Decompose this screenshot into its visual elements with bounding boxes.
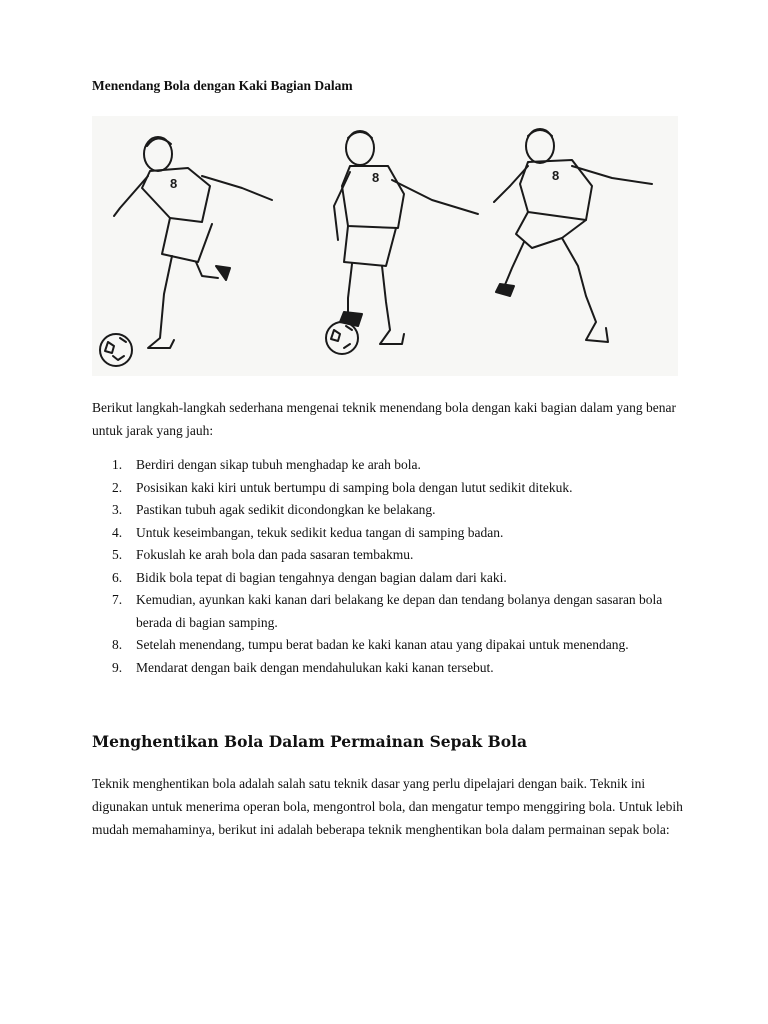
section-paragraph: Teknik menghentikan bola adalah salah satu teknik dasar yang perlu dipelajari dengan baik. Teknik ini digunakan untuk menerima operan bola, mengontrol bola, dan mengatur tempo menggiring bola. Untuk lebih mudah memahaminya, berikut ini adalah beberapa teknik menghentikan bola dalam permainan sepak bola: bbox=[92, 776, 683, 837]
list-item bbox=[92, 522, 692, 545]
list-text: Posisikan kaki kiri untuk bertumpu di samping bola dengan lutut sedikit ditekuk. bbox=[136, 479, 573, 495]
list-item bbox=[92, 634, 692, 657]
list-text: Mendarat dengan baik dengan mendahulukan kaki kanan tersebut. bbox=[136, 659, 494, 675]
jersey-number-2: 8 bbox=[372, 170, 380, 185]
list-number: 9. bbox=[112, 659, 123, 675]
list-item bbox=[92, 567, 692, 590]
list-item bbox=[92, 589, 692, 634]
list-item bbox=[92, 477, 692, 500]
player-figure-1 bbox=[100, 137, 272, 366]
list-number: 8. bbox=[112, 637, 123, 652]
jersey-number-1: 8 bbox=[170, 176, 178, 191]
list-number: 7. bbox=[112, 592, 123, 607]
list-number: 5. bbox=[112, 547, 123, 562]
list-text: Bidik bola tepat di bagian tengahnya dengan bagian dalam dari kaki. bbox=[136, 569, 507, 585]
list-item bbox=[92, 499, 692, 522]
list-text: Berdiri dengan sikap tubuh menghadap ke arah bola. bbox=[136, 457, 421, 472]
player-figure-2 bbox=[326, 131, 478, 354]
section-heading: Menghentikan Bola Dalam Permainan Sepak Bola bbox=[92, 732, 528, 751]
list-number: 4. bbox=[112, 524, 123, 540]
list-number: 2. bbox=[112, 479, 123, 495]
list-text: Untuk keseimbangan, tekuk sedikit kedua tangan di samping badan. bbox=[136, 524, 504, 540]
section-intro: Berikut langkah-langkah sederhana mengenai teknik menendang bola dengan kaki bagian dalam yang benar untuk jarak yang jauh: bbox=[92, 400, 677, 438]
jersey-number-3: 8 bbox=[552, 168, 560, 183]
list-item bbox=[92, 544, 692, 567]
kicking-steps-list bbox=[92, 454, 692, 679]
list-number: 6. bbox=[112, 569, 123, 585]
player-figure-3 bbox=[494, 129, 652, 342]
section-title: Menendang Bola dengan Kaki Bagian Dalam bbox=[92, 78, 353, 93]
list-item bbox=[92, 657, 692, 680]
list-text: Pastikan tubuh agak sedikit dicondongkan ke belakang. bbox=[136, 502, 436, 517]
list-number: 3. bbox=[112, 502, 123, 517]
list-item bbox=[92, 454, 692, 477]
list-text: Setelah menendang, tumpu berat badan ke kaki kanan atau yang dipakai untuk menendang. bbox=[136, 637, 629, 652]
kicking-illustration bbox=[92, 116, 678, 376]
list-text: Kemudian, ayunkan kaki kanan dari belakang ke depan dan tendang bolanya dengan sasaran bola berada di bagian samping. bbox=[136, 592, 663, 630]
list-text: Fokuslah ke arah bola dan pada sasaran tembakmu. bbox=[136, 547, 414, 562]
list-number: 1. bbox=[112, 457, 123, 472]
